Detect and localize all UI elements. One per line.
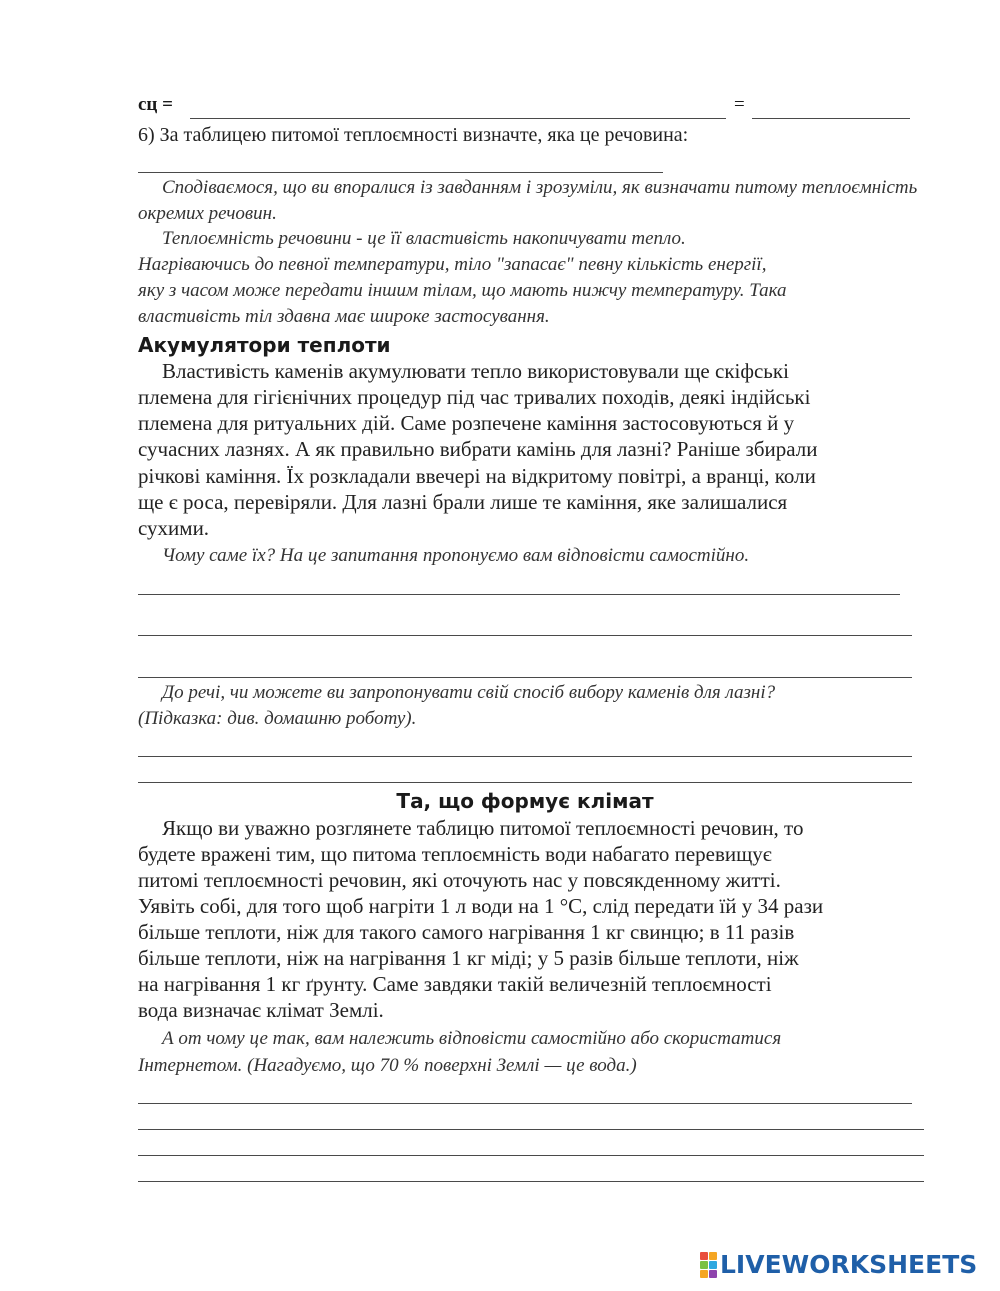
- section1-line-2: племена для гігієнічних процедур під час тривалих походів, деякі індійські: [138, 385, 811, 409]
- section2-line-2: будете вражені тим, що питома теплоємність води набагато перевищує: [138, 842, 772, 866]
- section1-line-6: ще є роса, перевіряли. Для лазні брали лише те каміння, яке залишалися: [138, 490, 788, 514]
- task-6-text: 6) За таблицею питомої теплоємності визначте, яка це речовина:: [138, 124, 689, 146]
- liveworksheets-logo-text: LIVEWORKSHEETS: [720, 1250, 978, 1279]
- section2-line-8: вода визначає клімат Землі.: [138, 998, 384, 1022]
- answer-line-q3-3[interactable]: [138, 1133, 924, 1156]
- section2-line-1: Якщо ви уважно розглянете таблицю питомої теплоємності речовин, то: [162, 816, 804, 840]
- section1-line-3: племена для ритуальних дій. Саме розпечене каміння застосовуються й у: [138, 411, 795, 435]
- question-2-line1: До речі, чи можете ви запропонувати свій спосіб вибору каменів для лазні?: [162, 682, 776, 703]
- formula-result-input[interactable]: [752, 96, 910, 119]
- intro-paragraph-1: Сподіваємося, що ви впоралися із завданням і зрозуміли, як визначати питому теплоємність окремих речовин.: [138, 177, 918, 224]
- intro-p2-line1: Теплоємність речовини - це її властивість накопичувати тепло.: [162, 228, 686, 249]
- liveworksheets-logo[interactable]: [700, 1250, 977, 1279]
- question-3-line1: А от чому це так, вам належить відповісти самостійно або скористатися: [162, 1028, 782, 1049]
- formula-calc-input[interactable]: [190, 96, 726, 119]
- section1-line-7: сухими.: [138, 516, 210, 540]
- intro-p2-line4: властивість тіл здавна має широке застосування.: [138, 306, 550, 327]
- section1-line-4: сучасних лазнях. А як правильно вибрати камінь для лазні? Раніше збирали: [138, 437, 818, 461]
- section2-line-3: питомі теплоємності речовин, які оточують нас у повсякденному житті.: [138, 868, 781, 892]
- question-2-line2: (Підказка: див. домашню роботу).: [138, 708, 417, 729]
- answer-line-q1-1[interactable]: [138, 572, 900, 595]
- logo-square-2: [709, 1252, 717, 1260]
- answer-line-q2-1[interactable]: [138, 734, 912, 757]
- logo-square-1: [700, 1252, 708, 1260]
- section1-line-1: Властивість каменів акумулювати тепло використовували ще скіфські: [162, 359, 789, 383]
- answer-line-q1-2[interactable]: [138, 613, 912, 636]
- question-3-line2: Інтернетом. (Нагадуємо, що 70 % поверхні Землі — це вода.): [138, 1055, 637, 1076]
- section2-line-4: Уявіть собі, для того щоб нагріти 1 л води на 1 °С, слід передати їй у 34 рази: [138, 894, 824, 918]
- formula-label: cц =: [138, 94, 173, 115]
- substance-answer-input[interactable]: [138, 150, 663, 173]
- question-1: Чому саме їх? На це запитання пропонуємо вам відповісти самостійно.: [162, 545, 750, 566]
- logo-square-6: [709, 1270, 717, 1278]
- section1-line-5: річкові каміння. Їх розкладали ввечері на відкритому повітрі, а вранці, коли: [138, 464, 816, 488]
- section-heading-climate: Та, що формує клімат: [396, 789, 654, 813]
- answer-line-q1-3[interactable]: [138, 655, 912, 678]
- intro-p2-line2: Нагріваючись до певної температури, тіло "запасає" певну кількість енергії,: [138, 254, 767, 275]
- section2-line-5: більше теплоти, ніж для такого самого нагрівання 1 кг свинцю; в 11 разів: [138, 920, 795, 944]
- section2-line-7: на нагрівання 1 кг ґрунту. Саме завдяки такій величезній теплоємності: [138, 972, 772, 996]
- formula-equals: =: [734, 94, 745, 115]
- answer-line-q3-1[interactable]: [138, 1081, 912, 1104]
- section2-line-6: більше теплоти, ніж на нагрівання 1 кг міді; у 5 разів більше теплоти, ніж: [138, 946, 799, 970]
- intro-p2-line3: яку з часом може передати іншим тілам, що мають нижчу температуру. Така: [138, 280, 787, 301]
- answer-line-q3-2[interactable]: [138, 1107, 924, 1130]
- logo-square-4: [709, 1261, 717, 1269]
- liveworksheets-logo-icon: [700, 1252, 717, 1278]
- answer-line-q3-4[interactable]: [138, 1159, 924, 1182]
- logo-square-3: [700, 1261, 708, 1269]
- section-heading-heat-accumulators: Акумулятори теплоти: [138, 333, 391, 357]
- logo-square-5: [700, 1270, 708, 1278]
- answer-line-q2-2[interactable]: [138, 760, 912, 783]
